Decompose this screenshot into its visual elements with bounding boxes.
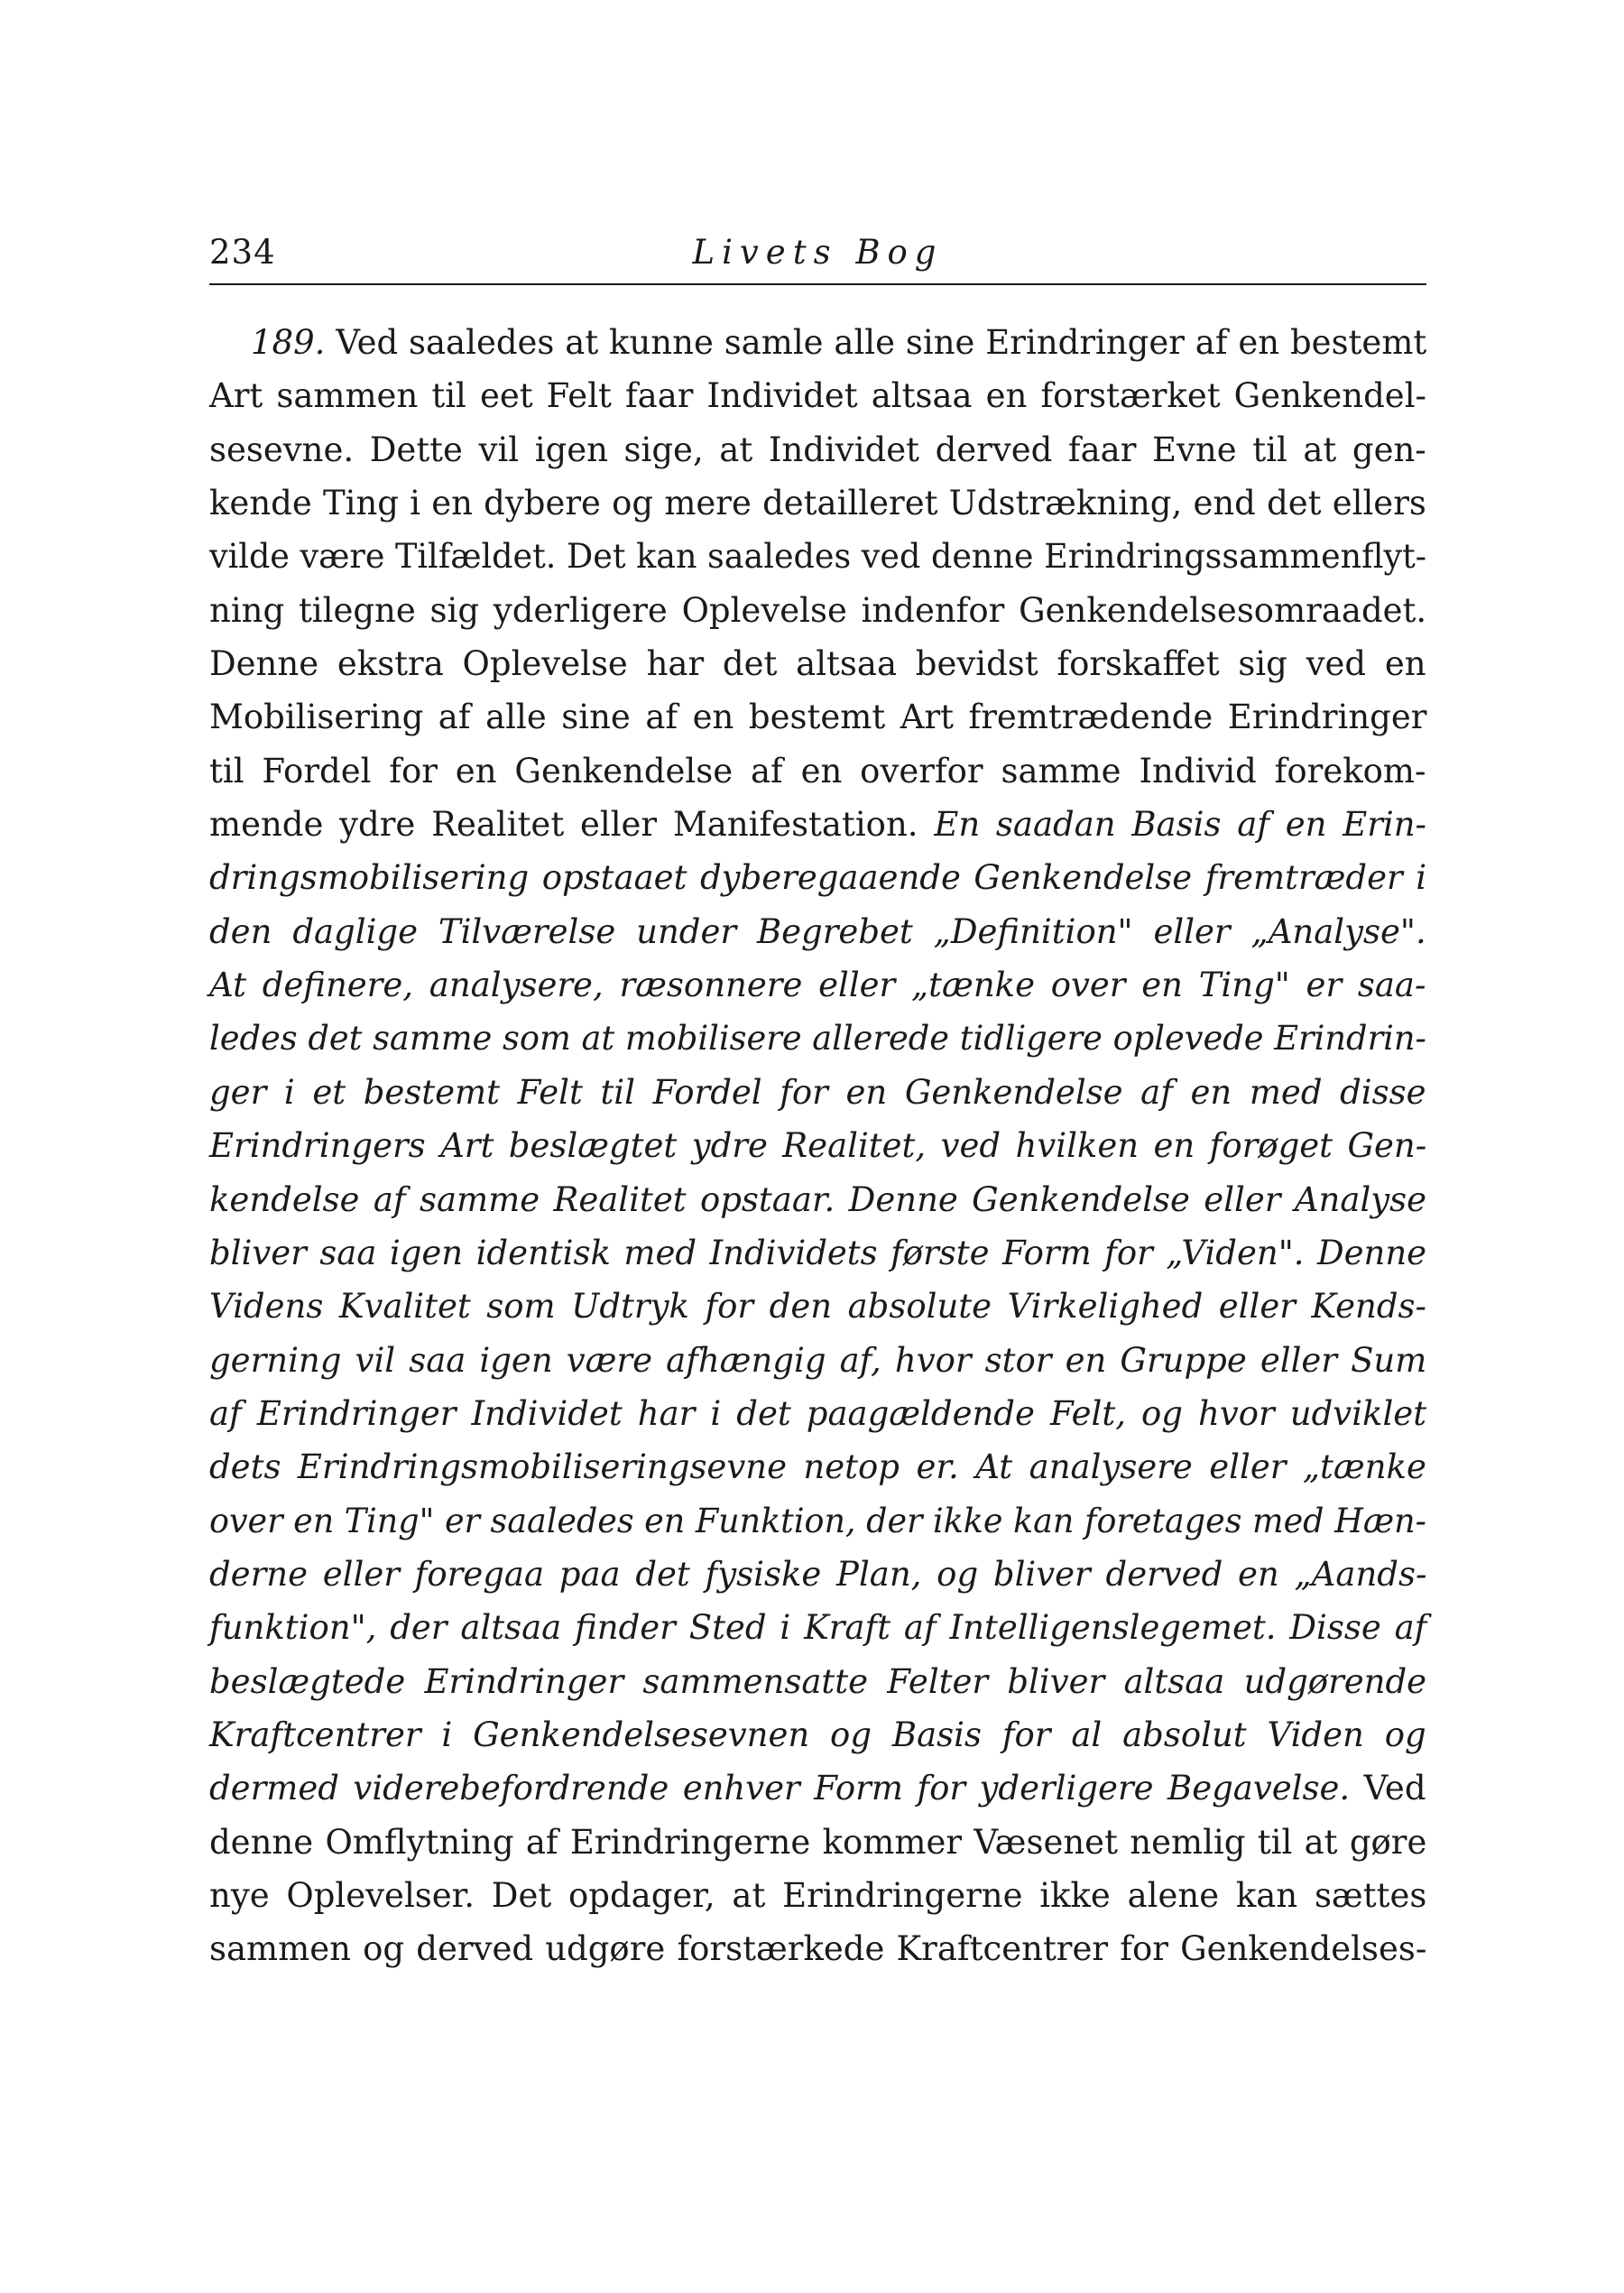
text-line bbox=[209, 1494, 1426, 1548]
italic-text-segment: ger i et bestemt Felt til Fordel for en Genkendelse af en med disse bbox=[209, 1072, 1426, 1112]
text-line bbox=[209, 1066, 1426, 1119]
text-line bbox=[209, 1869, 1426, 1922]
italic-text-segment: derne eller foregaa paa det fysiske Plan, og bliver derved en „Aands- bbox=[209, 1554, 1427, 1594]
text-segment: Denne ekstra Oplevelse har det altsaa bevidst forskaffet sig ved en bbox=[209, 644, 1426, 684]
text-line bbox=[209, 1119, 1426, 1172]
text-segment: Ved bbox=[1350, 1769, 1426, 1808]
italic-text-segment: bliver saa igen identisk med Individets første Form for „Viden". Denne bbox=[209, 1233, 1427, 1272]
text-segment: Art sammen til eet Felt faar Individet altsaa en forstærket Genkendel- bbox=[209, 376, 1427, 416]
text-line bbox=[209, 530, 1427, 583]
text-line bbox=[209, 1548, 1426, 1601]
text-segment: Mobilisering af alle sine af en bestemt Art fremtrædende Erindringer bbox=[209, 698, 1427, 737]
italic-text-segment: Erindringers Art beslægtet ydre Realitet, ved hvilken en forøget Gen- bbox=[209, 1126, 1427, 1166]
italic-text-segment: over en Ting" er saaledes en Funktion, der ikke kan foretages med Hæn- bbox=[209, 1501, 1426, 1540]
text-segment: sesevne. Dette vil igen sige, at Individet derved faar Evne til at gen- bbox=[209, 430, 1426, 469]
text-line bbox=[209, 1440, 1426, 1493]
italic-text-segment: dermed viderebefordrende enhver Form for yderligere Begavelse. bbox=[209, 1769, 1351, 1808]
text-line bbox=[209, 690, 1426, 744]
running-title: Livets Bog bbox=[692, 233, 944, 272]
text-line bbox=[209, 798, 1426, 851]
body-text bbox=[209, 316, 1426, 1976]
text-segment: mende ydre Realitet eller Manifestation. bbox=[209, 805, 935, 845]
text-line bbox=[209, 637, 1426, 690]
text-segment: til Fordel for en Genkendelse af en overfor samme Individ forekom- bbox=[209, 751, 1426, 791]
page-header bbox=[209, 226, 1426, 289]
text-line bbox=[209, 851, 1426, 904]
text-line bbox=[209, 1922, 1426, 1975]
text-line bbox=[209, 1173, 1426, 1226]
italic-text-segment: gerning vil saa igen være afhængig af, hvor stor en Gruppe eller Sum bbox=[209, 1340, 1427, 1380]
text-line bbox=[209, 1012, 1426, 1065]
text-line bbox=[209, 744, 1426, 798]
italic-text-segment: dringsmobilisering opstaaet dyberegaaende Genkendelse fremtræder i bbox=[209, 858, 1427, 898]
italic-text-segment: En saadan Basis af en Erin- bbox=[934, 805, 1427, 845]
italic-text-segment: Videns Kvalitet som Udtryk for den absolute Virkelighed eller Kends- bbox=[209, 1287, 1427, 1327]
text-segment: ning tilegne sig yderligere Oplevelse indenfor Genkendelsesomraadet. bbox=[209, 590, 1427, 630]
italic-text-segment: den daglige Tilværelse under Begrebet „Definition" eller „Analyse". bbox=[209, 911, 1426, 951]
text-line bbox=[209, 1226, 1426, 1280]
text-line bbox=[209, 423, 1426, 476]
text-line bbox=[209, 905, 1426, 958]
text-line bbox=[209, 1387, 1426, 1440]
text-line bbox=[209, 476, 1426, 530]
italic-text-segment: beslægtede Erindringer sammensatte Felter bliver altsaa udgørende bbox=[209, 1661, 1427, 1701]
text-segment: Ved saaledes at kunne samle alle sine Erindringer af en bestemt bbox=[325, 323, 1427, 362]
text-line bbox=[209, 316, 1426, 369]
header-rule bbox=[209, 283, 1426, 285]
text-segment: vilde være Tilfældet. Det kan saaledes ved denne Erindringssammenflyt- bbox=[209, 537, 1427, 577]
text-line bbox=[209, 1816, 1426, 1869]
italic-text-segment: ledes det samme som at mobilisere allerede tidligere oplevede Erindrin- bbox=[209, 1019, 1426, 1059]
text-line bbox=[209, 1280, 1426, 1333]
italic-text-segment: At definere, analysere, ræsonnere eller „tænke over en Ting" er saa- bbox=[209, 966, 1426, 1005]
text-line bbox=[209, 584, 1426, 637]
italic-text-segment: kendelse af samme Realitet opstaar. Denne Genkendelse eller Analyse bbox=[209, 1179, 1427, 1219]
text-segment: kende Ting i en dybere og mere detailleret Udstrækning, end det ellers bbox=[209, 484, 1426, 523]
text-line bbox=[209, 369, 1426, 422]
page-number: 234 bbox=[209, 233, 276, 272]
italic-text-segment: 189. bbox=[251, 323, 326, 362]
text-line bbox=[209, 1601, 1426, 1654]
italic-text-segment: Kraftcentrer i Genkendelsesevnen og Basis for al absolut Viden og bbox=[209, 1715, 1426, 1754]
text-segment: sammen og derved udgøre forstærkede Kraftcentrer for Genkendelses- bbox=[209, 1929, 1427, 1969]
text-line bbox=[209, 1334, 1426, 1387]
text-segment: nye Oplevelser. Det opdager, at Erindringerne ikke alene kan sættes bbox=[209, 1875, 1427, 1915]
text-line bbox=[209, 1655, 1426, 1708]
italic-text-segment: funktion", der altsaa finder Sted i Kraft af Intelligenslegemet. Disse af bbox=[209, 1608, 1427, 1648]
italic-text-segment: af Erindringer Individet har i det paagældende Felt, og hvor udviklet bbox=[209, 1393, 1427, 1433]
text-line bbox=[209, 1761, 1426, 1815]
text-line bbox=[209, 1708, 1426, 1761]
text-line bbox=[209, 958, 1426, 1012]
italic-text-segment: dets Erindringsmobiliseringsevne netop er. At analysere eller „tænke bbox=[209, 1447, 1426, 1487]
text-segment: denne Omflytning af Erindringerne kommer Væsenet nemlig til at gøre bbox=[209, 1822, 1427, 1862]
